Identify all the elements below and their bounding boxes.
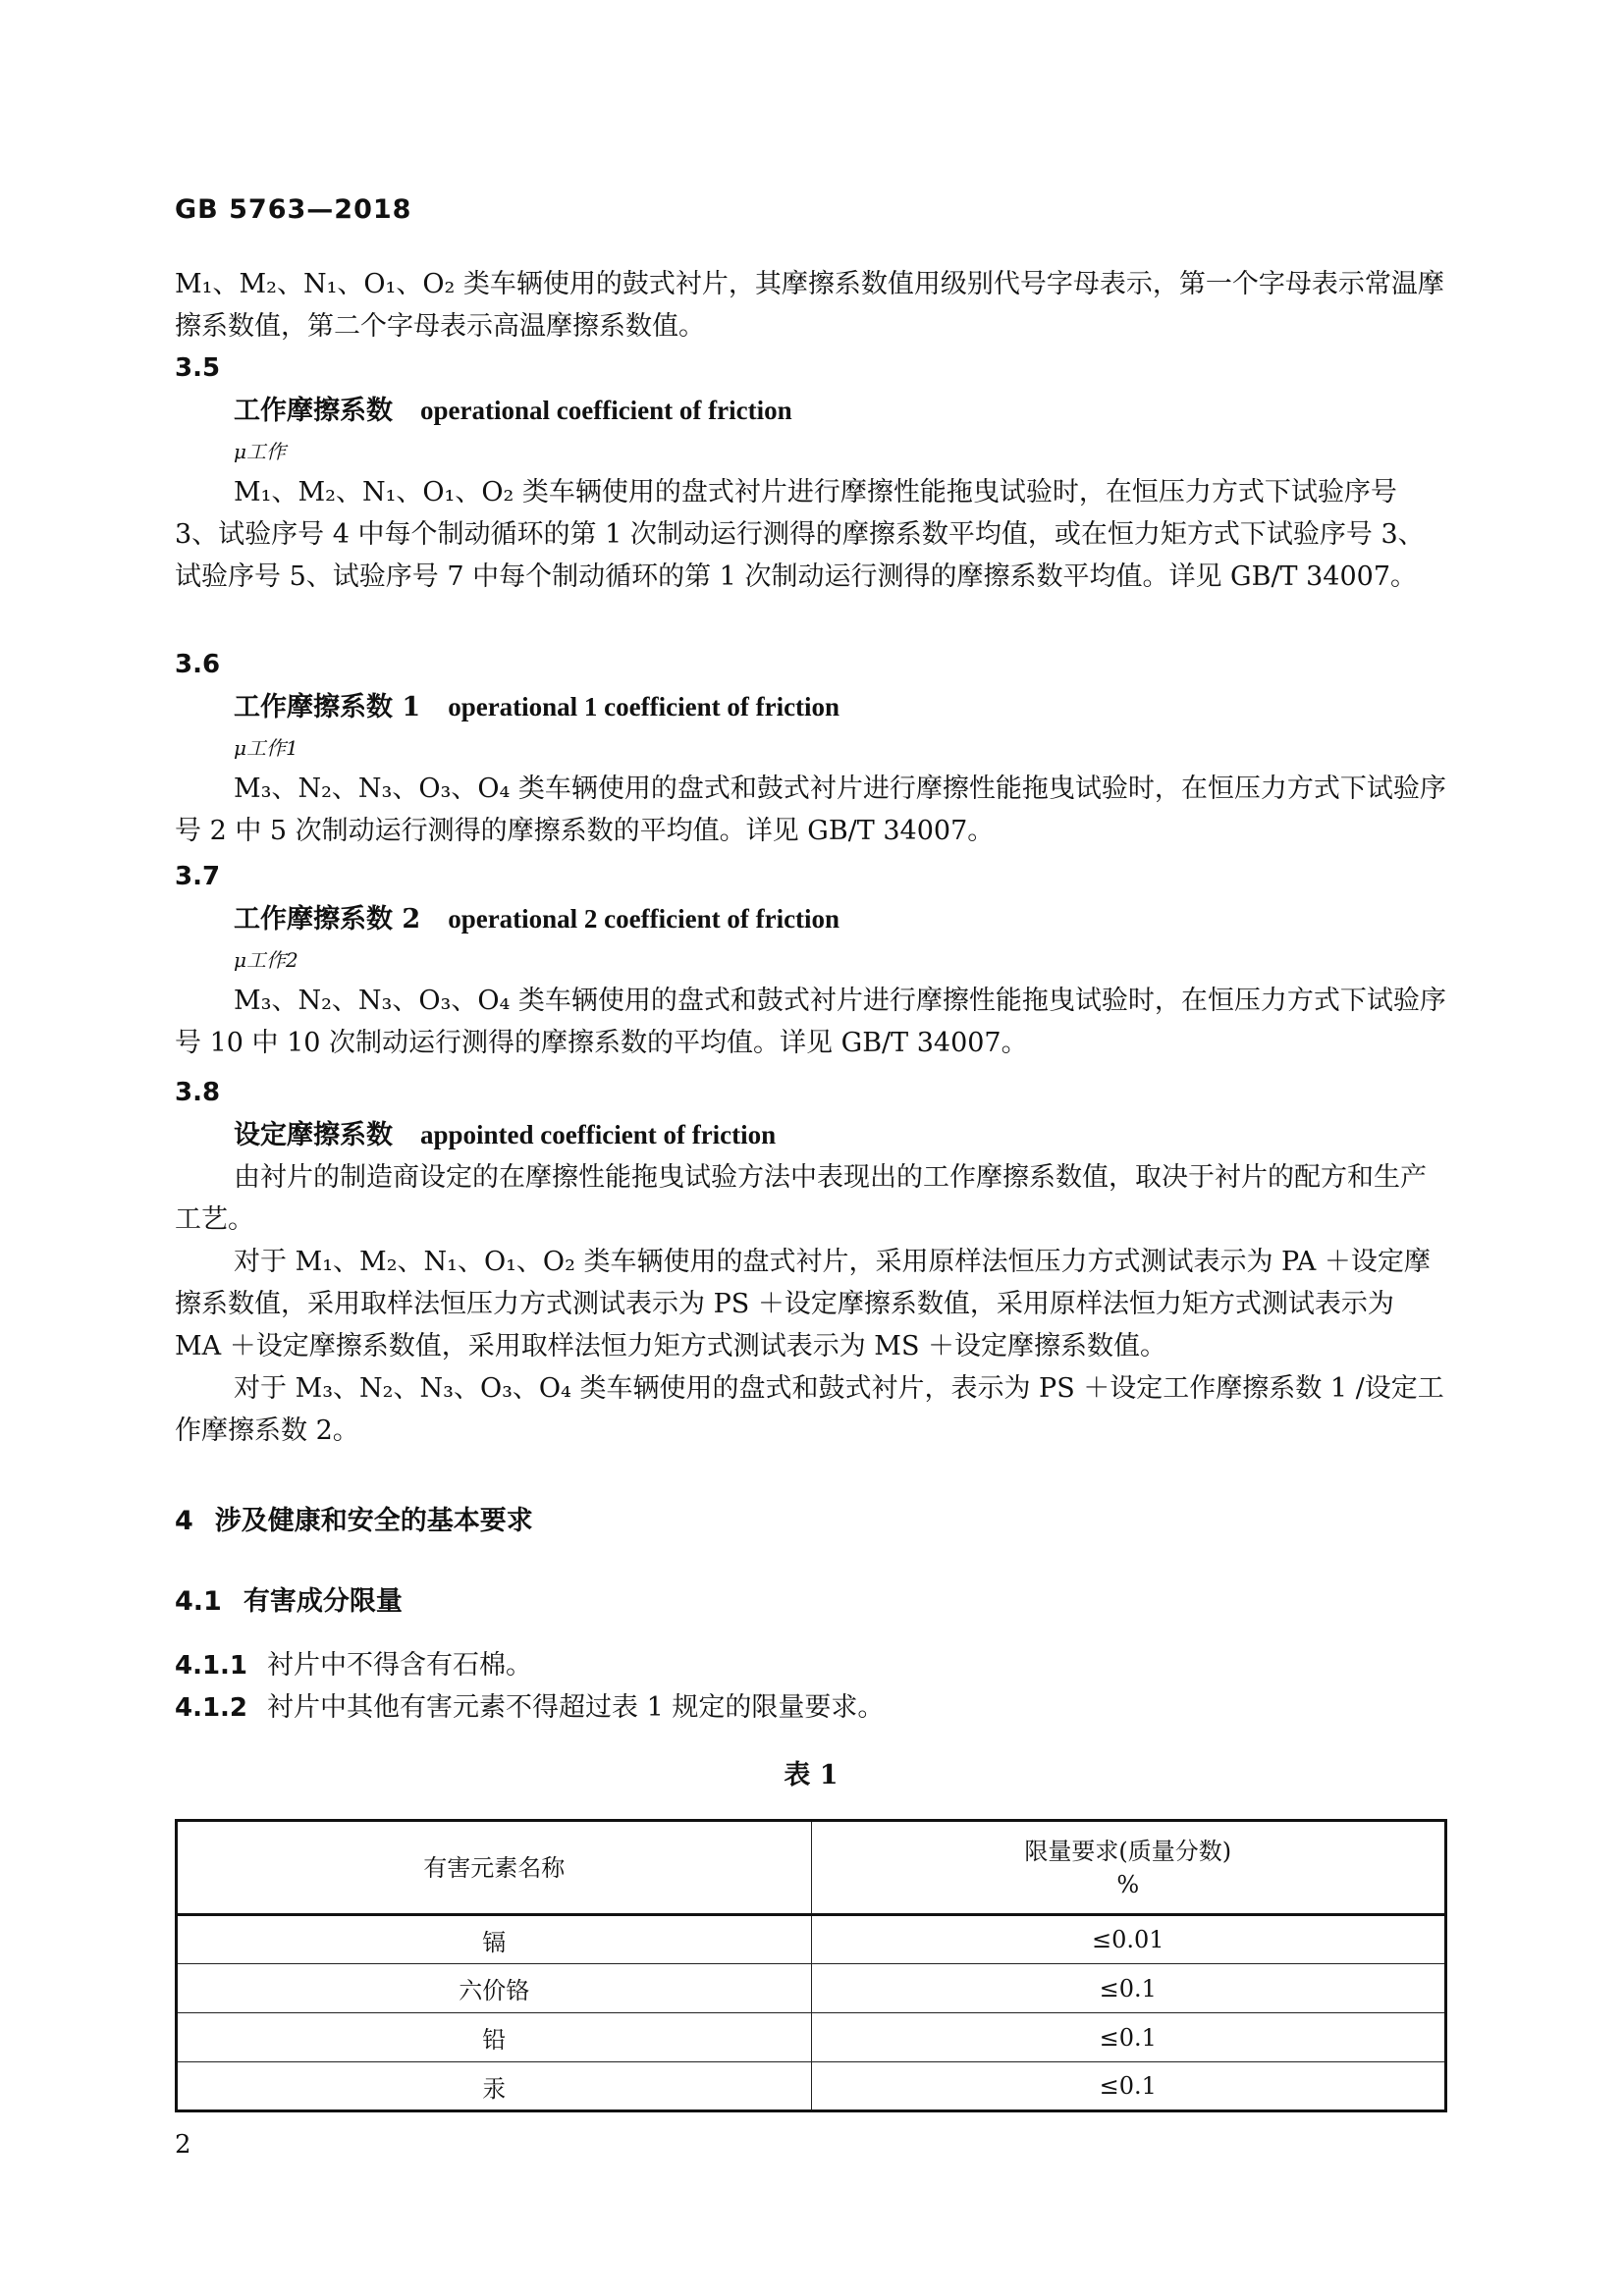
section-4-1-heading [175,1580,1447,1623]
clause-4-1-1 [175,1644,1447,1687]
section-title: 有害成分限量 [243,1586,403,1617]
clause-3-6 [175,644,1447,852]
section-title: 涉及健康和安全的基本要求 [214,1506,533,1536]
table-row [177,1964,1446,2013]
term-chinese: 工作摩擦系数 [234,396,393,426]
limit-header-unit: % [1116,1870,1140,1898]
element-name-cell: 镉 [177,1915,812,1964]
limit-cell: ≤0.1 [811,1964,1446,2013]
clause-number: 3.7 [175,862,221,891]
limit-cell: ≤0.1 [811,2013,1446,2062]
limit-header-line: 限量要求(质量分数) [1024,1837,1232,1865]
term-english: operational coefficient of friction [420,396,792,425]
clause-3-7 [175,856,1447,1064]
clause-number: 3.6 [175,650,221,679]
clause-text: 衬片中不得含有石棉。 [267,1650,533,1681]
term-title [175,390,1447,432]
term-english: appointed coefficient of friction [420,1120,777,1149]
table-row [177,1915,1446,1964]
term-definition: M₁、M₂、N₁、O₁、O₂ 类车辆使用的盘式衬片进行摩擦性能拖曳试验时，在恒压力方式下试验序号 3、试验序号 4 中每个制动循环的第 1 次制动运行测得的摩擦系数平均值，或在恒力矩方式下试验序号 3、试验序号 5、试验序号 7 中每个制动循环的第 1 次制动运行测得的摩擦系数平均值。详见 GB/T 34007。 [175,477,1425,592]
term-chinese: 工作摩擦系数 1 [234,692,421,722]
term-english: operational 1 coefficient of friction [448,692,840,721]
term-symbol: μ工作1 [234,736,298,760]
column-header-limit [811,1821,1446,1915]
term-definition: M₃、N₂、N₃、O₃、O₄ 类车辆使用的盘式和鼓式衬片进行摩擦性能拖曳试验时，在恒压力方式下试验序号 10 中 10 次制动运行测得的摩擦系数的平均值。详见 GB/T 34007。 [175,986,1446,1058]
standard-number-header: GB 5763—2018 [175,194,412,225]
term-definition: M₃、N₂、N₃、O₃、O₄ 类车辆使用的盘式和鼓式衬片进行摩擦性能拖曳试验时，在恒压力方式下试验序号 2 中 5 次制动运行测得的摩擦系数的平均值。详见 GB/T 34007。 [175,774,1446,846]
term-english: operational 2 coefficient of friction [448,904,840,934]
clause-3-8 [175,1072,1447,1452]
clause-number: 3.5 [175,353,221,383]
clause-number: 4.1.1 [175,1651,248,1681]
term-symbol: μ工作2 [234,948,298,972]
element-name-cell: 六价铬 [177,1964,812,2013]
clause-number: 3.8 [175,1078,221,1107]
term-chinese: 工作摩擦系数 2 [234,904,421,934]
section-number: 4.1 [175,1586,222,1617]
table-header-row [177,1821,1446,1915]
clause-text: 衬片中其他有害元素不得超过表 1 规定的限量要求。 [267,1692,885,1723]
clause-number: 4.1.2 [175,1693,248,1723]
section-number: 4 [175,1506,193,1536]
clause-3-5 [175,347,1447,598]
section-4-heading [175,1500,1447,1542]
clause-4-1-2 [175,1686,1447,1730]
term-symbol: μ工作 [234,440,286,463]
term-title [175,898,1447,940]
table-row [177,2062,1446,2111]
term-chinese: 设定摩擦系数 [234,1120,393,1150]
element-name-cell: 铅 [177,2013,812,2062]
limit-cell: ≤0.1 [811,2062,1446,2111]
column-header-element-name: 有害元素名称 [177,1821,812,1915]
page-number: 2 [175,2130,191,2160]
continuation-paragraph [175,263,1447,347]
limit-cell: ≤0.01 [811,1915,1446,1964]
term-title [175,1114,1447,1156]
hazardous-element-limits-table [175,1819,1447,2112]
definition-paragraph: 对于 M₃、N₂、N₃、O₃、O₄ 类车辆使用的盘式和鼓式衬片，表示为 PS ＋设定工作摩擦系数 1 /设定工作摩擦系数 2。 [175,1373,1444,1446]
element-name-cell: 汞 [177,2062,812,2111]
term-title [175,686,1447,728]
table-row [177,2013,1446,2062]
term-definition: 由衬片的制造商设定的在摩擦性能拖曳试验方法中表现出的工作摩擦系数值，取决于衬片的配方和生产工艺。 [175,1162,1427,1235]
paragraph-text: M₁、M₂、N₁、O₁、O₂ 类车辆使用的鼓式衬片，其摩擦系数值用级别代号字母表示，第一个字母表示常温摩擦系数值，第二个字母表示高温摩擦系数值。 [175,269,1444,342]
table-caption: 表 1 [784,1760,839,1790]
definition-paragraph: 对于 M₁、M₂、N₁、O₁、O₂ 类车辆使用的盘式衬片，采用原样法恒压力方式测试表示为 PA ＋设定摩擦系数值，采用取样法恒压力方式测试表示为 PS ＋设定摩擦系数值，采用原样法恒力矩方式测试表示为 MA ＋设定摩擦系数值，采用取样法恒力矩方式测试表示为 MS ＋设定摩擦系数值。 [175,1247,1431,1362]
